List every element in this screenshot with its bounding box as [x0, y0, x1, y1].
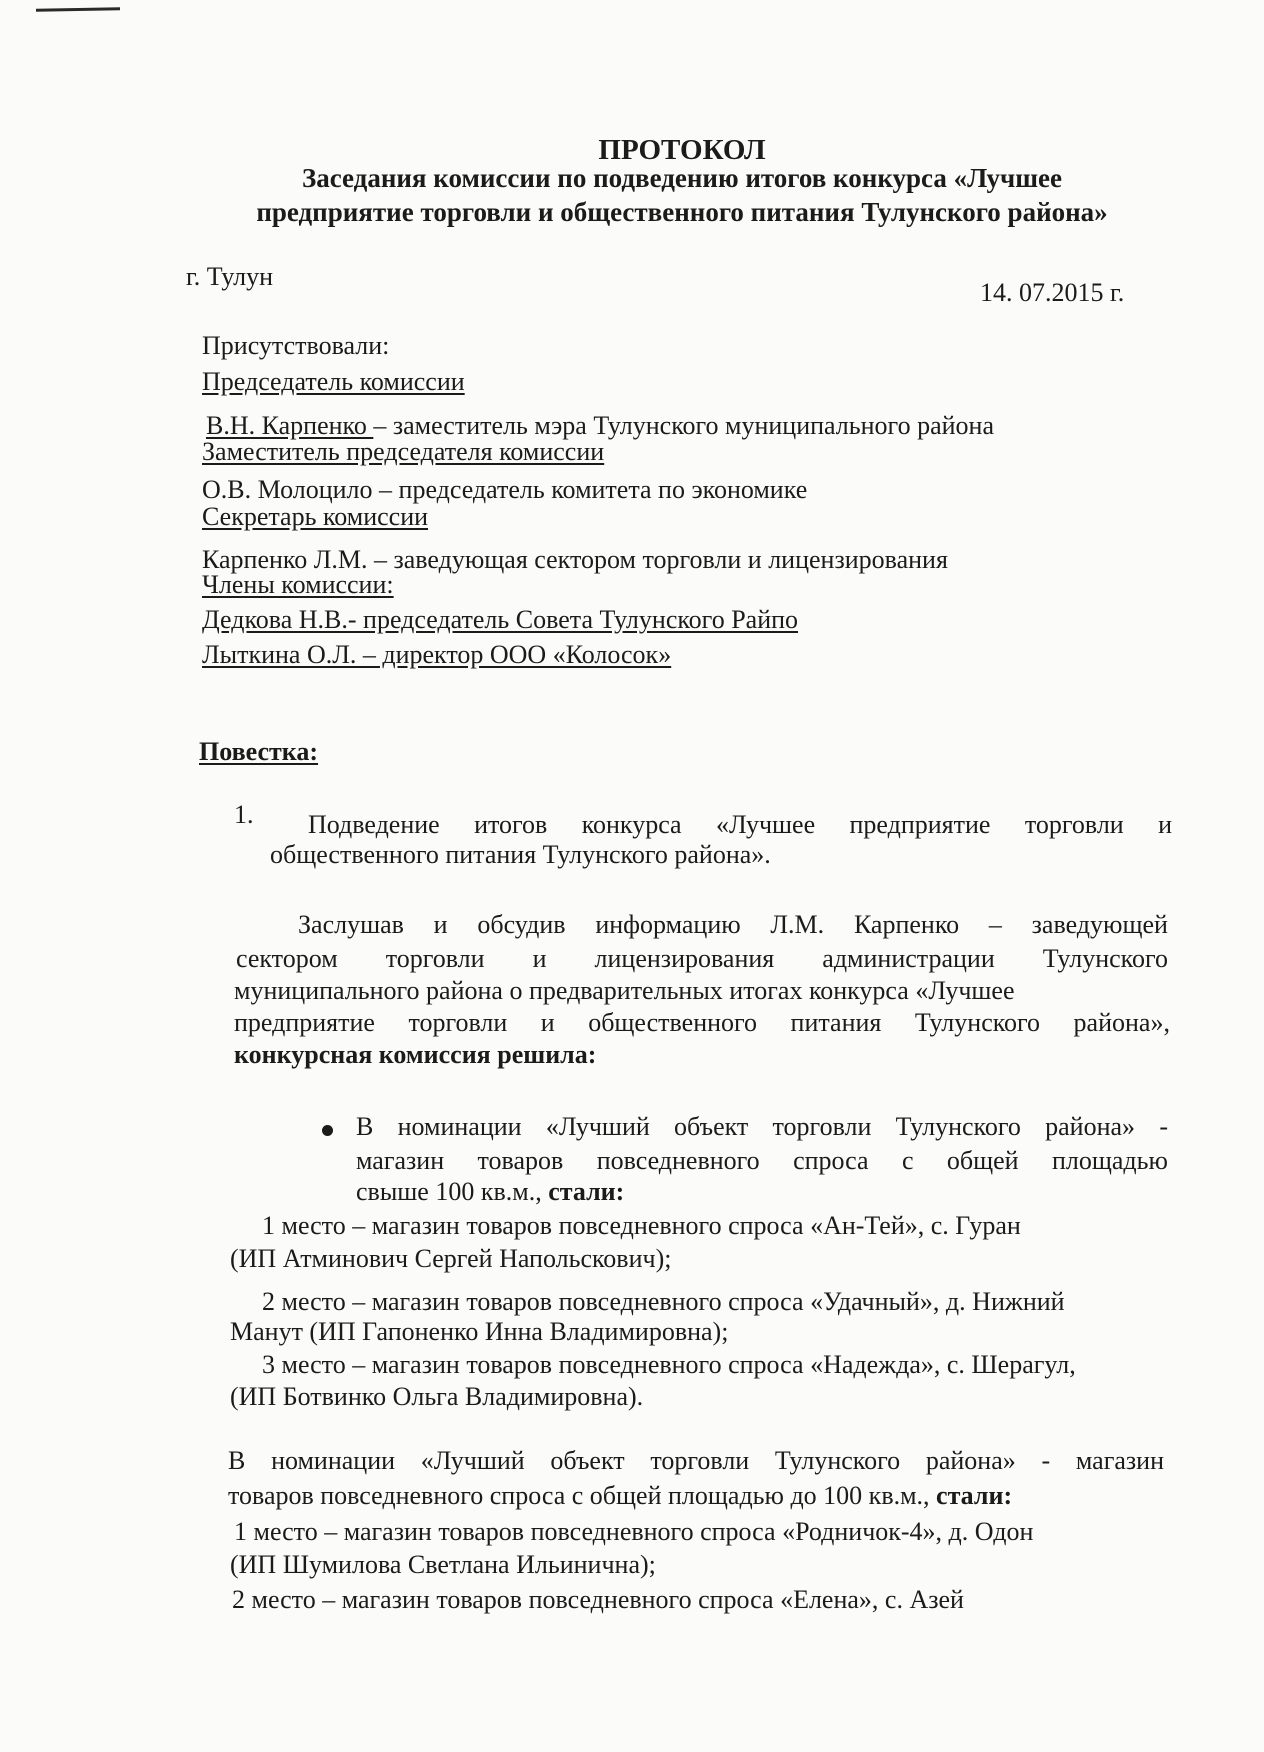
- word: предприятие: [849, 810, 991, 839]
- nomination-1-line-3: [356, 1177, 624, 1207]
- decision-line-1: [298, 910, 1168, 940]
- nomination-1-place-2-line-1: 2 место – магазин товаров повседневного спроса «Удачный», д. Нижний: [262, 1287, 1065, 1316]
- word: -: [1159, 1112, 1168, 1141]
- date: 14. 07.2015 г.: [980, 278, 1125, 307]
- decision-line-3: муниципального района о предварительных итогах конкурса «Лучшее: [234, 976, 1015, 1005]
- word: Тулунского: [774, 1446, 901, 1475]
- word: торговли: [650, 1446, 750, 1475]
- nomination-1-area: свыше 100 кв.м.,: [356, 1177, 549, 1206]
- word: Тулунского: [914, 1008, 1041, 1037]
- nomination-1-place-1-line-2: (ИП Атминович Сергей Напольскович);: [230, 1244, 672, 1273]
- word: и: [532, 944, 547, 973]
- word: района»,: [1073, 1008, 1170, 1037]
- nomination-1-place-3-line-1: 3 место – магазин товаров повседневного спроса «Надежда», с. Шерагул,: [262, 1350, 1076, 1379]
- word: и: [1158, 810, 1172, 839]
- word: магазин: [356, 1146, 445, 1175]
- chair-label: Председатель комиссии: [202, 367, 465, 396]
- deputy: О.В. Молоцило – председатель комитета по экономике: [202, 475, 808, 504]
- nomination-2-became: стали:: [936, 1481, 1013, 1510]
- document-title: ПРОТОКОЛ: [598, 134, 766, 166]
- agenda-item-1-line-1: [308, 810, 1172, 840]
- city: г. Тулун: [186, 262, 274, 291]
- nomination-1-place-1-line-1: 1 место – магазин товаров повседневного спроса «Ан-Тей», с. Гуран: [262, 1211, 1021, 1240]
- word: –: [988, 910, 1002, 939]
- member-2: Лыткина О.Л. – директор ООО «Колосок»: [202, 640, 672, 669]
- word: общественного: [588, 1008, 758, 1037]
- secretary: Карпенко Л.М. – заведующая сектором торговли и лицензирования: [202, 545, 948, 574]
- word: конкурса: [581, 810, 682, 839]
- word: объект: [550, 1446, 625, 1475]
- word: и: [540, 1008, 555, 1037]
- word: В: [356, 1112, 374, 1141]
- word: площадью: [1051, 1146, 1168, 1175]
- secretary-label: Секретарь комиссии: [202, 502, 429, 531]
- subtitle-line-2: предприятие торговли и общественного питания Тулунского района»: [256, 197, 1108, 227]
- word: товаров: [477, 1146, 564, 1175]
- nomination-1-place-2-line-2: Манут (ИП Гапоненко Инна Владимировна);: [230, 1317, 729, 1346]
- bullet-icon: [322, 1125, 333, 1136]
- word: «Лучший: [420, 1446, 525, 1475]
- word: лицензирования: [594, 944, 775, 973]
- word: обсудив: [477, 910, 566, 939]
- nomination-2-line-1: [228, 1446, 1164, 1476]
- word: итогов: [474, 810, 548, 839]
- nomination-1-line-1: [356, 1112, 1168, 1142]
- word: и: [433, 910, 448, 939]
- word: с: [901, 1146, 914, 1175]
- decision-conclusion: конкурсная комиссия решила:: [234, 1040, 597, 1069]
- word: В: [228, 1446, 246, 1475]
- scan-edge-mark: [36, 7, 120, 11]
- nomination-2-place-1-line-2: (ИП Шумилова Светлана Ильинична);: [230, 1550, 656, 1579]
- agenda-item-1-number: 1.: [234, 800, 254, 829]
- document-subtitle: [50, 161, 1264, 229]
- members-label: Члены комиссии:: [202, 570, 394, 599]
- word: Л.М.: [770, 910, 825, 939]
- word: Подведение: [308, 810, 440, 839]
- word: питания: [790, 1008, 882, 1037]
- word: «Лучшее: [715, 810, 816, 839]
- word: Тулунского: [1042, 944, 1168, 973]
- nomination-1-became: стали:: [548, 1177, 625, 1206]
- word: объект: [674, 1112, 749, 1141]
- word: общей: [946, 1146, 1019, 1175]
- word: администрации: [822, 944, 995, 973]
- chair-name: В.Н. Карпенко: [206, 411, 374, 440]
- nomination-2-place-1-line-1: 1 место – магазин товаров повседневного спроса «Родничок-4», д. Одон: [234, 1517, 1034, 1546]
- deputy-label: Заместитель председателя комиссии: [202, 437, 605, 466]
- word: торговли: [1024, 810, 1124, 839]
- nomination-2-line-2: [228, 1481, 1012, 1511]
- member-1: Дедкова Н.В.- председатель Совета Тулунского Райпо: [202, 605, 799, 634]
- subtitle-line-1: Заседания комиссии по подведению итогов конкурса «Лучшее: [301, 163, 1063, 193]
- nomination-2-area: товаров повседневного спроса с общей площадью до 100 кв.м.,: [228, 1481, 937, 1510]
- word: информацию: [595, 910, 741, 939]
- word: торговли: [385, 944, 485, 973]
- word: торговли: [408, 1008, 508, 1037]
- word: магазин: [1075, 1446, 1164, 1475]
- nomination-1-place-3-line-2: (ИП Ботвинко Ольга Владимировна).: [230, 1382, 644, 1411]
- nomination-1-line-2: [356, 1146, 1168, 1176]
- agenda-item-1-line-2: общественного питания Тулунского района».: [270, 840, 771, 869]
- word: Тулунского: [895, 1112, 1021, 1141]
- nomination-2-place-2-line-1: 2 место – магазин товаров повседневного спроса «Елена», с. Азей: [232, 1585, 964, 1614]
- word: района»: [1045, 1112, 1136, 1141]
- word: заведующей: [1031, 910, 1168, 939]
- word: номинации: [271, 1446, 396, 1475]
- agenda-heading: Повестка:: [199, 737, 319, 766]
- word: Карпенко: [853, 910, 960, 939]
- word: предприятие: [234, 1008, 375, 1037]
- word: номинации: [397, 1112, 522, 1141]
- attendance-heading: Присутствовали:: [202, 331, 390, 360]
- word: района»: [925, 1446, 1016, 1475]
- word: торговли: [772, 1112, 872, 1141]
- word: Заслушав: [298, 910, 404, 939]
- decision-line-2: [236, 944, 1168, 974]
- chair-desc: – заместитель мэра Тулунского муниципального района: [373, 411, 994, 440]
- word: сектором: [236, 944, 338, 973]
- decision-line-4: [234, 1008, 1170, 1038]
- word: -: [1041, 1446, 1051, 1475]
- word: повседневного: [596, 1146, 760, 1175]
- word: спроса: [793, 1146, 869, 1175]
- word: «Лучший: [545, 1112, 650, 1141]
